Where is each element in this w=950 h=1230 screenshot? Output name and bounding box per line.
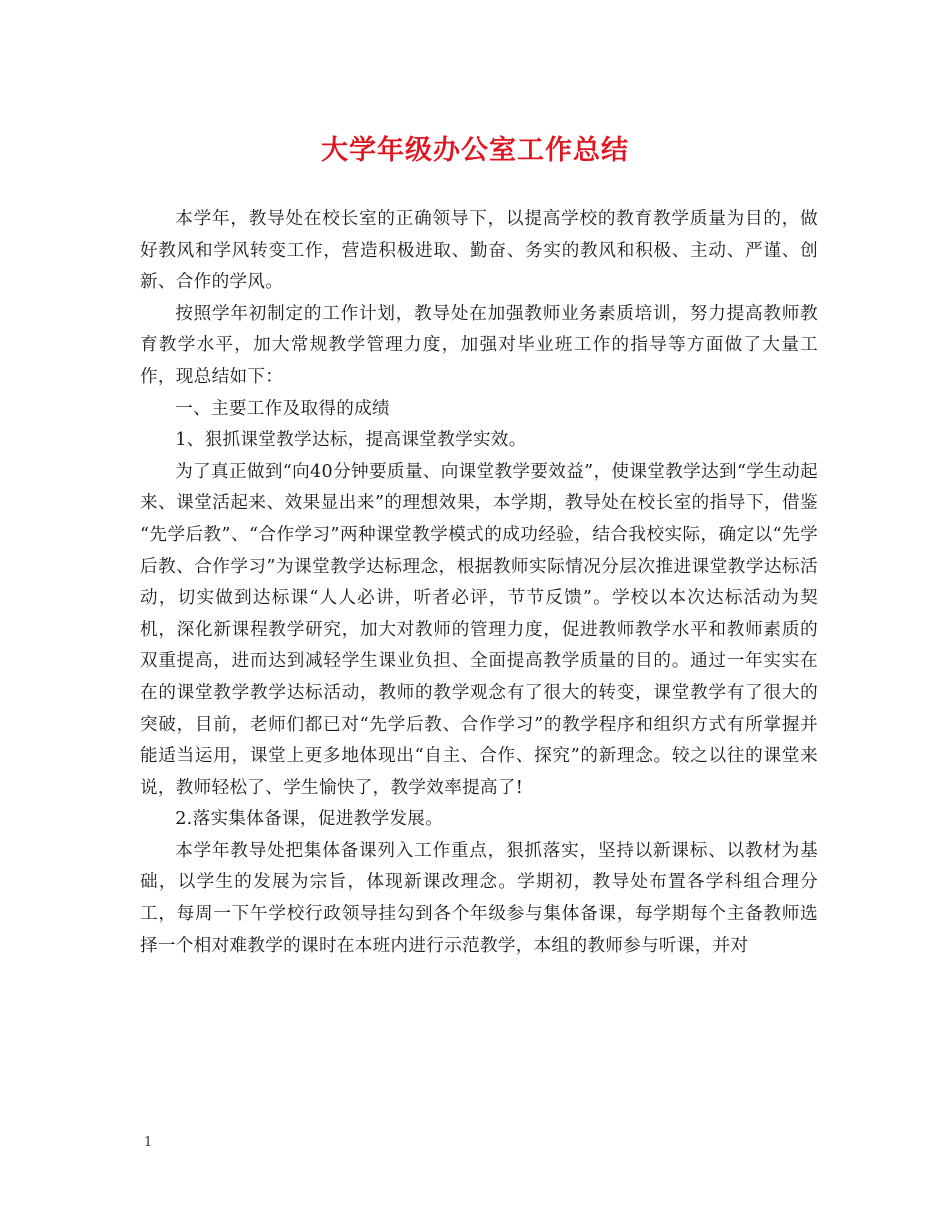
paragraph-collective-lesson-prep: 本学年教导处把集体备课列入工作重点，狠抓落实，坚持以新课标、以教材为基础，以学生的发展为宗旨，体现新课改理念。学期初，教导处布置各学科组合理分工，每周一下午学校行政领导挂勾到各个年级参与集体备课，每学期每个主备教师选择一个相对难教学的课时在本班内进行示范教学，本组的教师参与听课，并对 xyxy=(140,840,818,956)
subheading-classroom-teaching: 1、狠抓课堂教学达标，提高课堂教学实效。 xyxy=(175,430,527,451)
paragraph-intro: 本学年，教导处在校长室的正确领导下，以提高学校的教育教学质量为目的，做好教风和学风转变工作，营造积极进取、勤奋、务实的教风和积极、主动、严谨、创新、合作的学风。 xyxy=(140,209,818,293)
paragraph-classroom-teaching: 为了真正做到“向40分钟要质量、向课堂教学要效益”，使课堂教学达到“学生动起来、课堂活起来、效果显出来”的理想效果，本学期，教导处在校长室的指导下，借鉴 “先学后教”、“合作学习”两种课堂教学模式的成功经验，结合我校实际，确定以“先学后教、合作学习”为课堂教学达标理念，根据教师实际情况分层次推进课堂教学达标活动，切实做到达标课“人人必讲，听者必评，节节反馈”。学校以本次达标活动为契机，深化新课程教学研究，加大对教师的管理力度，促进教师教学水平和教师素质的双重提高，进而达到减轻学生课业负担、全面提高教学质量的目的。通过一年实实在在的课堂教学教学达标活动，教师的教学观念有了很大的转变，课堂教学有了很大的突破，目前，老师们都已对“先学后教、合作学习”的教学程序和组织方式有所掌握并能适当运用，课堂上更多地体现出“自主、合作、探究”的新理念。较之以往的课堂来说，教师轻松了、学生愉快了，教学效率提高了! xyxy=(140,461,818,798)
paragraph-plan: 按照学年初制定的工作计划，教导处在加强教师业务素质培训，努力提高教师教育教学水平，加大常规教学管理力度，加强对毕业班工作的指导等方面做了大量工作，现总结如下： xyxy=(140,303,818,387)
document-title: 大学年级办公室工作总结 xyxy=(321,135,629,166)
subheading-collective-lesson-prep: 2.落实集体备课，促进教学发展。 xyxy=(175,809,444,830)
document-body xyxy=(140,204,818,962)
section-heading-main-work: 一、主要工作及取得的成绩 xyxy=(175,398,390,419)
page-number: 1 xyxy=(144,1135,153,1150)
